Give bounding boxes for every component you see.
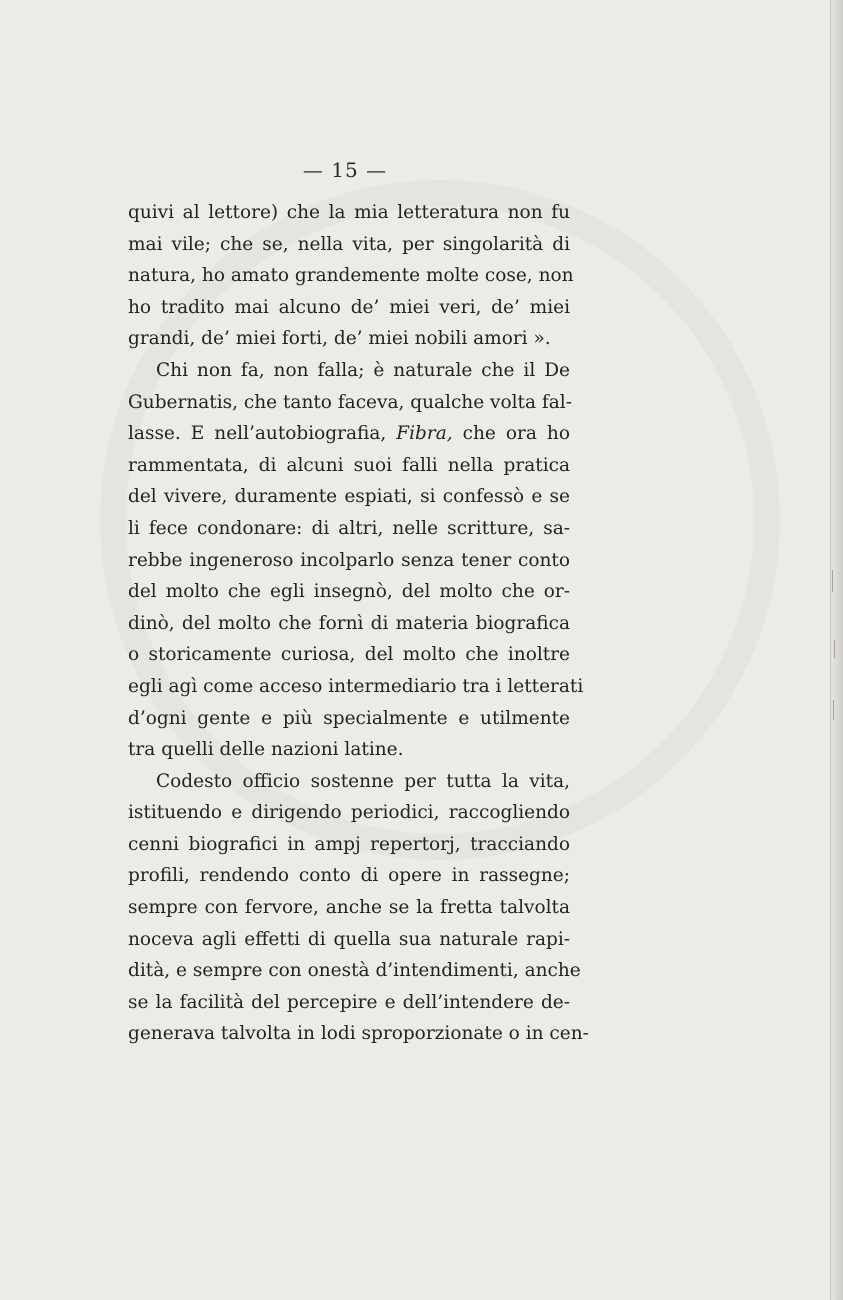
text-line: natura, ho amato grandemente molte cose, non [128,265,574,287]
text-line: o storicamente curiosa, del molto che inoltre [128,644,570,666]
text-line: rammentata, di alcuni suoi falli nella pratica [128,454,570,476]
text-line: dinò, del molto che fornì di materia biografica [128,612,570,634]
text-line: sempre con fervore, anche se la fretta talvolta [128,897,570,919]
margin-mark [832,570,833,592]
page-edge-line [830,0,831,1300]
text-fragment: lasse. E nell’autobiografia, [128,423,387,445]
text-line: rebbe ingeneroso incolparlo senza tener conto [128,549,570,571]
margin-mark [834,640,835,658]
text-line-with-title [128,418,570,450]
text-line: generava talvolta in lodi sproporzionate o in cen- [128,1023,589,1045]
text-line: del molto che egli insegnò, del molto che or- [128,581,570,603]
text-line: Chi non fa, non falla; è naturale che il De [156,359,570,381]
text-line: egli agì come acceso intermediario tra i letterati [128,675,584,697]
text-line: cenni biografici in ampj repertorj, tracciando [128,833,570,855]
text-line: d’ogni gente e più specialmente e utilmente [128,707,570,729]
text-line: noceva agli effetti di quella sua naturale rapi- [128,928,570,950]
text-line: profili, rendendo conto di opere in rassegne; [128,865,570,887]
text-line: del vivere, duramente espiati, si confessò e se [128,486,570,508]
text-line: se la facilità del percepire e dell’intendere de- [128,991,570,1013]
text-line: ho tradito mai alcuno de’ miei veri, de’ miei [128,296,570,318]
body-text [128,197,589,1050]
text-line: Codesto officio sostenne per tutta la vita, [156,770,570,792]
text-fragment: che ora ho [462,423,570,445]
text-line: dità, e sempre con onestà d’intendimenti, anche [128,960,581,982]
page-number: — 15 — [302,158,388,182]
text-line: mai vile; che se, nella vita, per singolarità di [128,233,570,255]
text-line: quivi al lettore) che la mia letteratura non fu [128,202,570,223]
book-title: Fibra, [396,423,453,445]
text-line: grandi, de’ miei forti, de’ miei nobili amori ». [128,328,551,350]
text-line: istituendo e dirigendo periodici, raccogliendo [128,802,570,824]
text-line: li fece condonare: di altri, nelle scritture, sa- [128,517,570,539]
text-line: tra quelli delle nazioni latine. [128,739,404,761]
text-line: Gubernatis, che tanto faceva, qualche volta fal- [128,391,572,413]
margin-mark [833,700,834,720]
page-edge-shadow [829,0,843,1300]
